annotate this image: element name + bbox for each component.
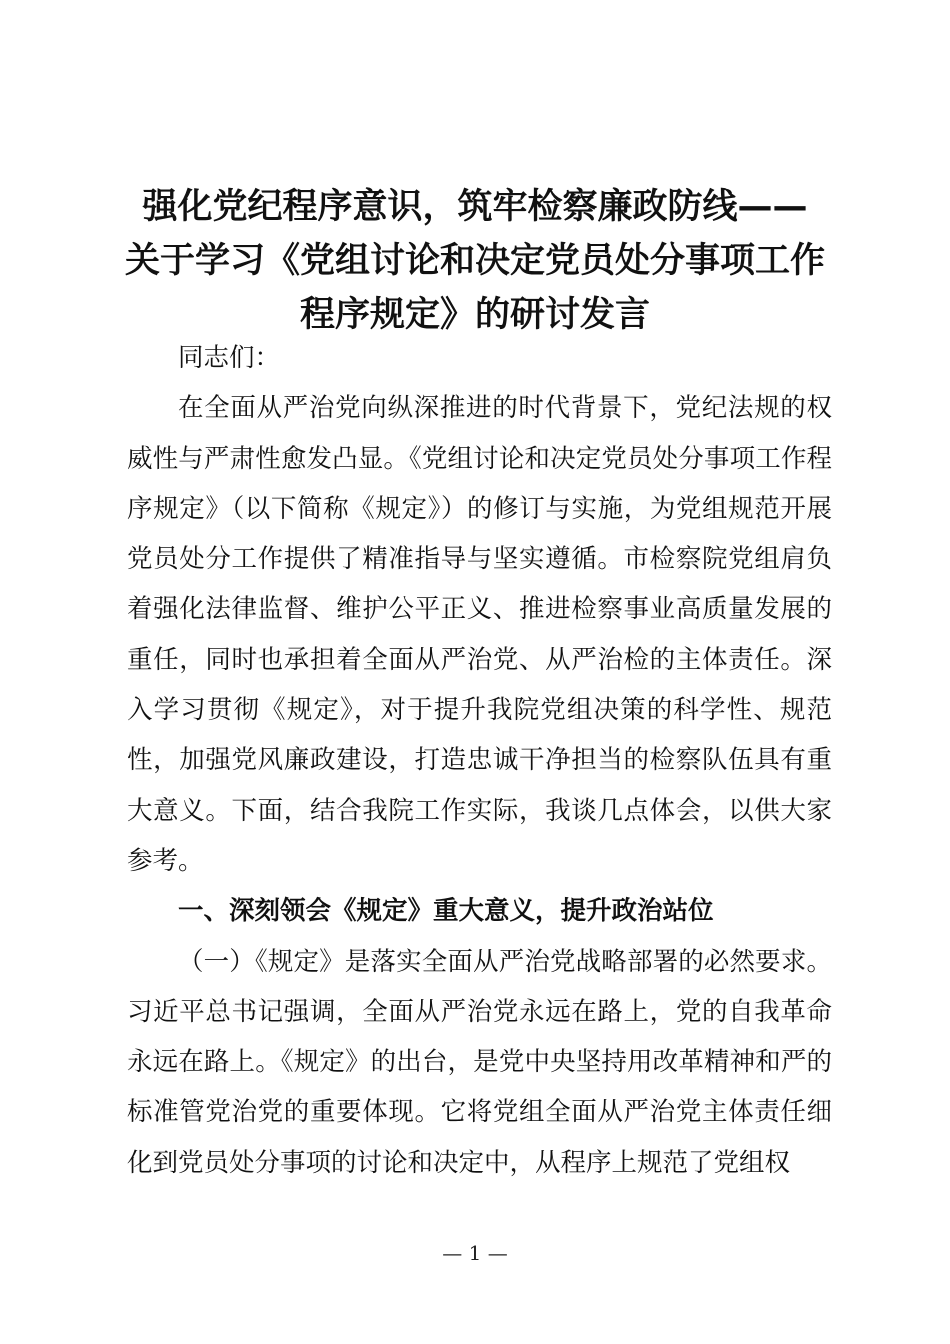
document-body xyxy=(127,333,832,1188)
salutation: 同志们： xyxy=(178,343,281,373)
title-line-1: 强化党纪程序意识，筑牢检察廉政防线—— xyxy=(142,187,808,227)
page-number: — 1 — xyxy=(442,1241,508,1265)
title-line-3: 程序规定》的研讨发言 xyxy=(299,295,650,335)
document-title xyxy=(120,180,830,342)
intro-paragraph: 在全面从严治党向纵深推进的时代背景下，党纪法规的权威性与严肃性愈发凸显。《党组讨论和决定党员处分事项工作程序规定》（以下简称《规定》）的修订与实施，为党组规范开展党员处分工作提供了精准指导与坚实遵循。市检察院党组肩负着强化法律监督、维护公平正义、推进检察事业高质量发展的重任，同时也承担着全面从严治党、从严治检的主体责任。深入学习贯彻《规定》，对于提升我院党组决策的科学性、规范性，加强党风廉政建设，打造忠诚干净担当的检察队伍具有重大意义。下面，结合我院工作实际，我谈几点体会，以供大家参考。 xyxy=(127,393,832,876)
subsection-paragraph-1: （一）《规定》是落实全面从严治党战略部署的必然要求。习近平总书记强调，全面从严治党永远在路上，党的自我革命永远在路上。《规定》的出台，是党中央坚持用改革精神和严的标准管党治党的重要体现。它将党组全面从严治党主体责任细化到党员处分事项的讨论和决定中，从程序上规范了党组权 xyxy=(127,946,832,1178)
title-line-2: 关于学习《党组讨论和决定党员处分事项工作 xyxy=(124,241,825,281)
section-heading-1: 一、深刻领会《规定》重大意义，提升政治站位 xyxy=(178,896,714,927)
